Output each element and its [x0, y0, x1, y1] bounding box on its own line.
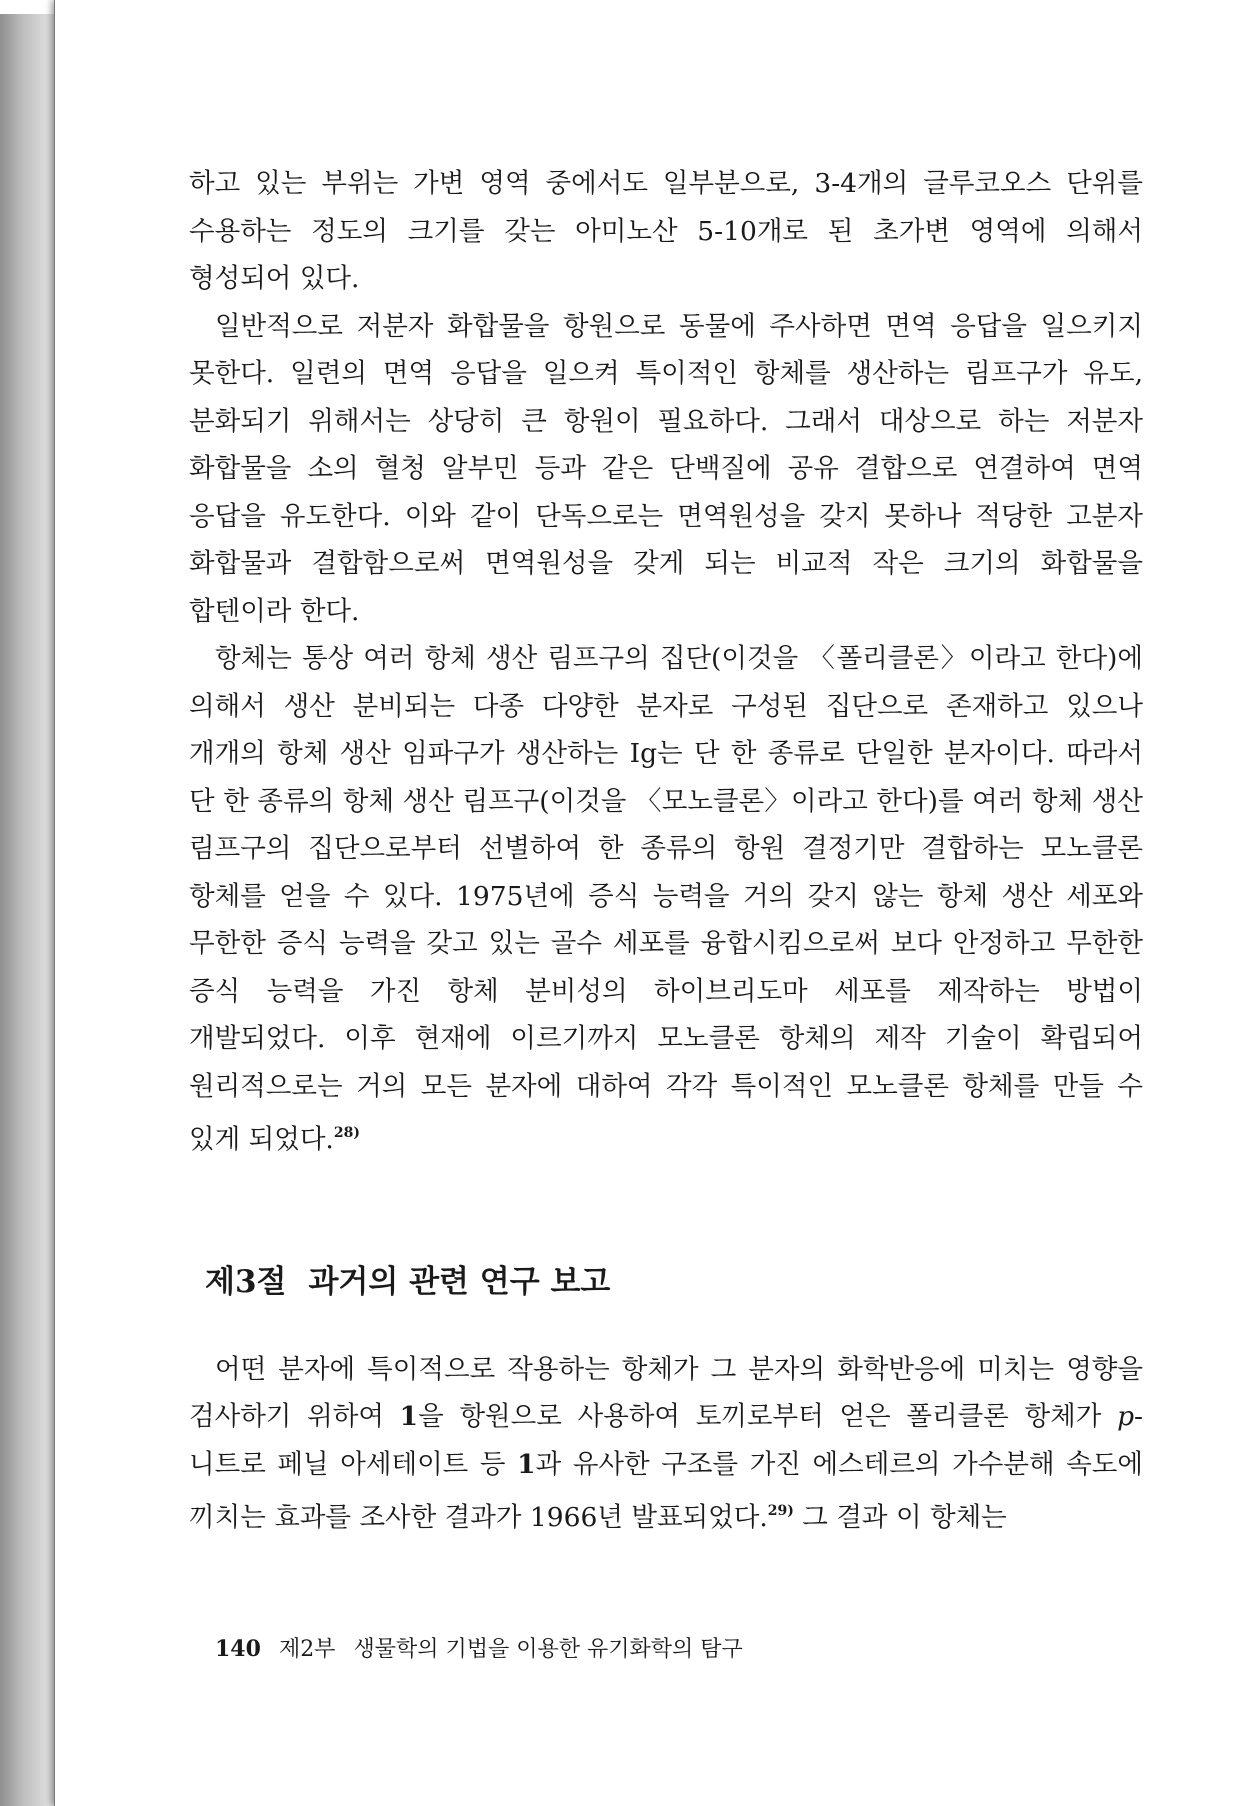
page-body [189, 160, 1143, 1542]
part-label: 제2부 [278, 1637, 336, 1662]
paragraph-4 [189, 1346, 1143, 1542]
running-title: 생물학의 기법을 이용한 유기화학의 탐구 [353, 1637, 743, 1662]
para-prefix-italic: p [1117, 1401, 1135, 1432]
section-number: 제3절 [205, 1263, 287, 1300]
paragraph-2-text: 일반적으로 저분자 화합물을 항원으로 동물에 주사하면 면역 응답을 일으키지 못한다. 일련의 면역 응답을 일으켜 특이적인 항체를 생산하는 림프구가 유도, 분화되기 위해서는 상당히 큰 항원이 필요하다. 그래서 대상으로 하는 저분자 화합물을 소의 혈청 알부민 등과 같은 단백질에 공유 결합으로 연결하여 면역 응답을 유도한다. 이와 같이 단독으로는 면역원성을 갖지 못하나 적당한 고분자 화합물과 결합함으로써 면역원성을 갖게 되는 비교적 작은 크기의 화합물을 합텐이라 한다. [189, 310, 1143, 627]
paragraph-2 [189, 303, 1143, 636]
section-body [189, 1346, 1143, 1542]
paragraph-4-text-e: 그 결과 이 항체는 [793, 1502, 1007, 1533]
footnote-ref-29: 29) [767, 1503, 794, 1519]
paragraph-4-text-b: 을 항원으로 사용하여 토끼로부터 얻은 폴리클론 항체가 [418, 1401, 1118, 1432]
paragraph-3 [189, 635, 1143, 1164]
paragraph-4-text-a: 어떤 분자에 특이적으로 작용하는 항체가 그 분자의 화학반응에 미치는 영향을 검사하기 위하여 [189, 1353, 1143, 1432]
section-heading [205, 1262, 1143, 1302]
compound-ref-1: 1 [399, 1401, 419, 1432]
footnote-ref-28: 28) [333, 1125, 360, 1141]
paragraph-4-text-d: 과 유사한 구조를 가진 에스테르의 가수분해 속도에 끼치는 효과를 조사한 결과가 1966년 발표되었다. [189, 1448, 1143, 1533]
book-page [54, 0, 1253, 1806]
compound-ref-1-second: 1 [517, 1448, 536, 1480]
paragraph-4-text-c: -니트로 페닐 아세테이트 등 [189, 1401, 1143, 1480]
section-title: 과거의 관련 연구 보고 [308, 1263, 611, 1300]
book-spine-edge [0, 14, 56, 1806]
paragraph-1 [189, 160, 1143, 303]
paragraph-1-text: 하고 있는 부위는 가변 영역 중에서도 일부분으로, 3-4개의 글루코오스 단위를 수용하는 정도의 크기를 갖는 아미노산 5-10개로 된 초가변 영역에 의해서 형성되어 있다. [189, 168, 1143, 294]
page-number: 140 [215, 1636, 261, 1662]
page-footer [215, 1632, 743, 1663]
paragraph-3-text: 항체는 통상 여러 항체 생산 림프구의 집단(이것을 〈폴리클론〉이라고 한다)에 의해서 생산 분비되는 다종 다양한 분자로 구성된 집단으로 존재하고 있으나 개개의 항체 생산 임파구가 생산하는 Ig는 단 한 종류로 단일한 분자이다. 따라서 단 한 종류의 항체 생산 림프구(이것을 〈모노클론〉이라고 한다)를 여러 항체 생산 림프구의 집단으로부터 선별하여 한 종류의 항원 결정기만 결합하는 모노클론 항체를 얻을 수 있다. 1975년에 증식 능력을 거의 갖지 않는 항체 생산 세포와 무한한 증식 능력을 갖고 있는 골수 세포를 융합시킴으로써 보다 안정하고 무한한 증식 능력을 가진 항체 분비성의 하이브리도마 세포를 제작하는 방법이 개발되었다. 이후 현재에 이르기까지 모노클론 항체의 제작 기술이 확립되어 원리적으로는 거의 모든 분자에 대하여 각각 특이적인 모노클론 항체를 만들 수 있게 되었다. [189, 643, 1143, 1155]
